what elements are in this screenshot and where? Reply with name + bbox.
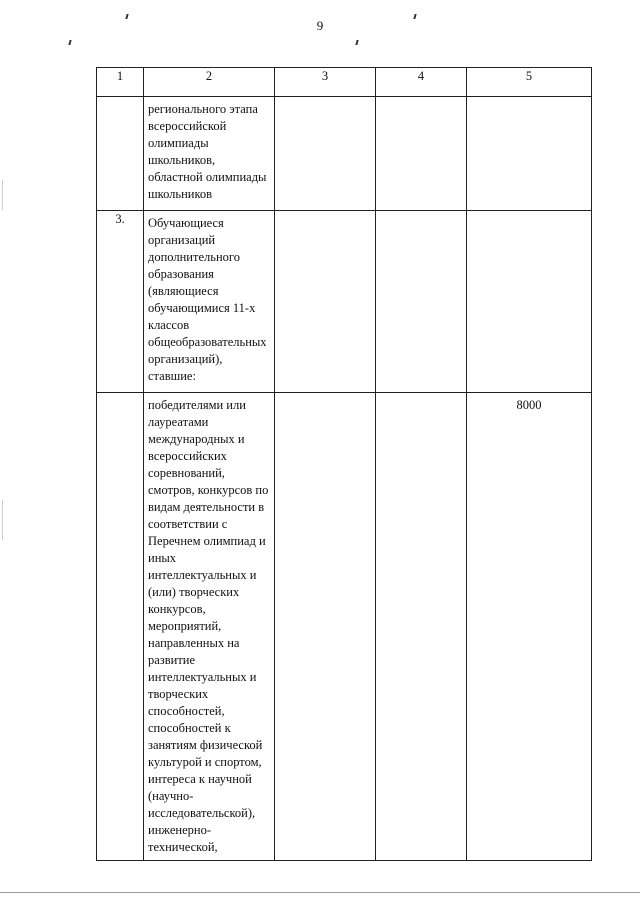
row-number-cell: 3. xyxy=(97,211,144,393)
header-cell-2: 2 xyxy=(144,68,275,97)
table-row xyxy=(97,211,592,393)
scan-edge-mark xyxy=(2,180,3,210)
header-cell-1: 1 xyxy=(97,68,144,97)
row-text-cell xyxy=(144,211,275,393)
row-text-cell xyxy=(144,393,275,861)
row-col4-cell xyxy=(376,97,467,211)
row-number-cell xyxy=(97,97,144,211)
scan-speck xyxy=(68,40,71,45)
row-col4-cell xyxy=(376,211,467,393)
table-row xyxy=(97,97,592,211)
table-row xyxy=(97,393,592,861)
row-col5-cell xyxy=(467,97,592,211)
page-number: 9 xyxy=(316,18,324,33)
row-text: победителями или лауреатами международных и всероссийских соревнований, смотров, конкурсов по видам деятельности в соответствии с Перечнем олимпиад и иных интеллектуальных и (или) творческих конкурсов, мероприятий, направленных на развитие интеллектуальных и творческих способностей, способностей к занятиям физической культурой и спортом, интереса к научной (научно- исследовательской), инженерно- технической, xyxy=(148,398,269,854)
row-text: регионального этапа всероссийской олимпиады школьников, областной олимпиады школьников xyxy=(148,102,267,201)
row-col3-cell xyxy=(275,393,376,861)
header-cell-5: 5 xyxy=(467,68,592,97)
header-cell-4: 4 xyxy=(376,68,467,97)
row-col5-cell xyxy=(467,393,592,861)
row-text-cell xyxy=(144,97,275,211)
document-table xyxy=(96,67,592,861)
scan-edge-mark xyxy=(2,500,3,540)
row-col4-cell xyxy=(376,393,467,861)
row-col3-cell xyxy=(275,211,376,393)
scan-bottom-edge xyxy=(0,892,640,893)
table-header-row xyxy=(97,68,592,97)
row-text: Обучающиеся организаций дополнительного образования (являющиеся обучающимися 11-х классов общеобразовательных организаций), ставшие: xyxy=(148,216,267,383)
amount-value: 8000 xyxy=(516,398,542,412)
row-col5-cell xyxy=(467,211,592,393)
row-number-cell xyxy=(97,393,144,861)
header-cell-3: 3 xyxy=(275,68,376,97)
row-col3-cell xyxy=(275,97,376,211)
scan-speck xyxy=(355,40,358,45)
